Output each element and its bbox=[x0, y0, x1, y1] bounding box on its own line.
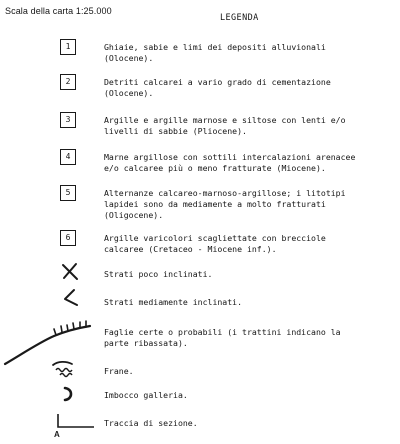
strata-slightly-inclined-icon bbox=[58, 262, 82, 282]
unit-number-box: 6 bbox=[60, 230, 76, 246]
unit-description: Alternanze calcareo-marnoso-argillose; i litotipi lapidei sono da mediamente a molto fratturati (Oligocene). bbox=[104, 188, 346, 220]
symbol-description: Frane. bbox=[104, 366, 134, 376]
tunnel-entrance-icon bbox=[60, 385, 78, 403]
symbol-description: Imbocco galleria. bbox=[104, 390, 188, 400]
unit-number-box: 2 bbox=[60, 74, 76, 90]
unit-number-box: 5 bbox=[60, 185, 76, 201]
unit-number-box: 4 bbox=[60, 149, 76, 165]
unit-number-box: 1 bbox=[60, 39, 76, 55]
unit-description: Marne argillose con sottili intercalazioni arenacee e/o calcaree più o meno fratturate (Miocene). bbox=[104, 152, 356, 173]
svg-text:A: A bbox=[54, 430, 60, 438]
unit-description: Argille varicolori scagliettate con brecciole calcaree (Cretaceo - Miocene inf.). bbox=[104, 233, 326, 254]
landslide-icon bbox=[50, 360, 84, 380]
symbol-description: Strati poco inclinati. bbox=[104, 269, 213, 279]
symbol-description: Faglie certe o probabili (i trattini indicano la parte ribassata). bbox=[104, 327, 341, 348]
section-trace-icon bbox=[50, 412, 96, 438]
strata-moderately-inclined-icon bbox=[60, 288, 84, 308]
unit-description: Ghiaie, sabie e limi dei depositi alluvionali (Olocene). bbox=[104, 42, 326, 63]
unit-number-box: 3 bbox=[60, 112, 76, 128]
map-scale: Scala della carta 1:25.000 bbox=[5, 6, 112, 16]
legend-title: LEGENDA bbox=[220, 13, 259, 23]
symbol-description: Traccia di sezione. bbox=[104, 418, 198, 428]
unit-description: Detriti calcarei a vario grado di cementazione (Olocene). bbox=[104, 77, 331, 98]
symbol-description: Strati mediamente inclinati. bbox=[104, 297, 243, 307]
unit-description: Argille e argille marnose e siltose con lenti e/o livelli di sabbie (Pliocene). bbox=[104, 115, 346, 136]
